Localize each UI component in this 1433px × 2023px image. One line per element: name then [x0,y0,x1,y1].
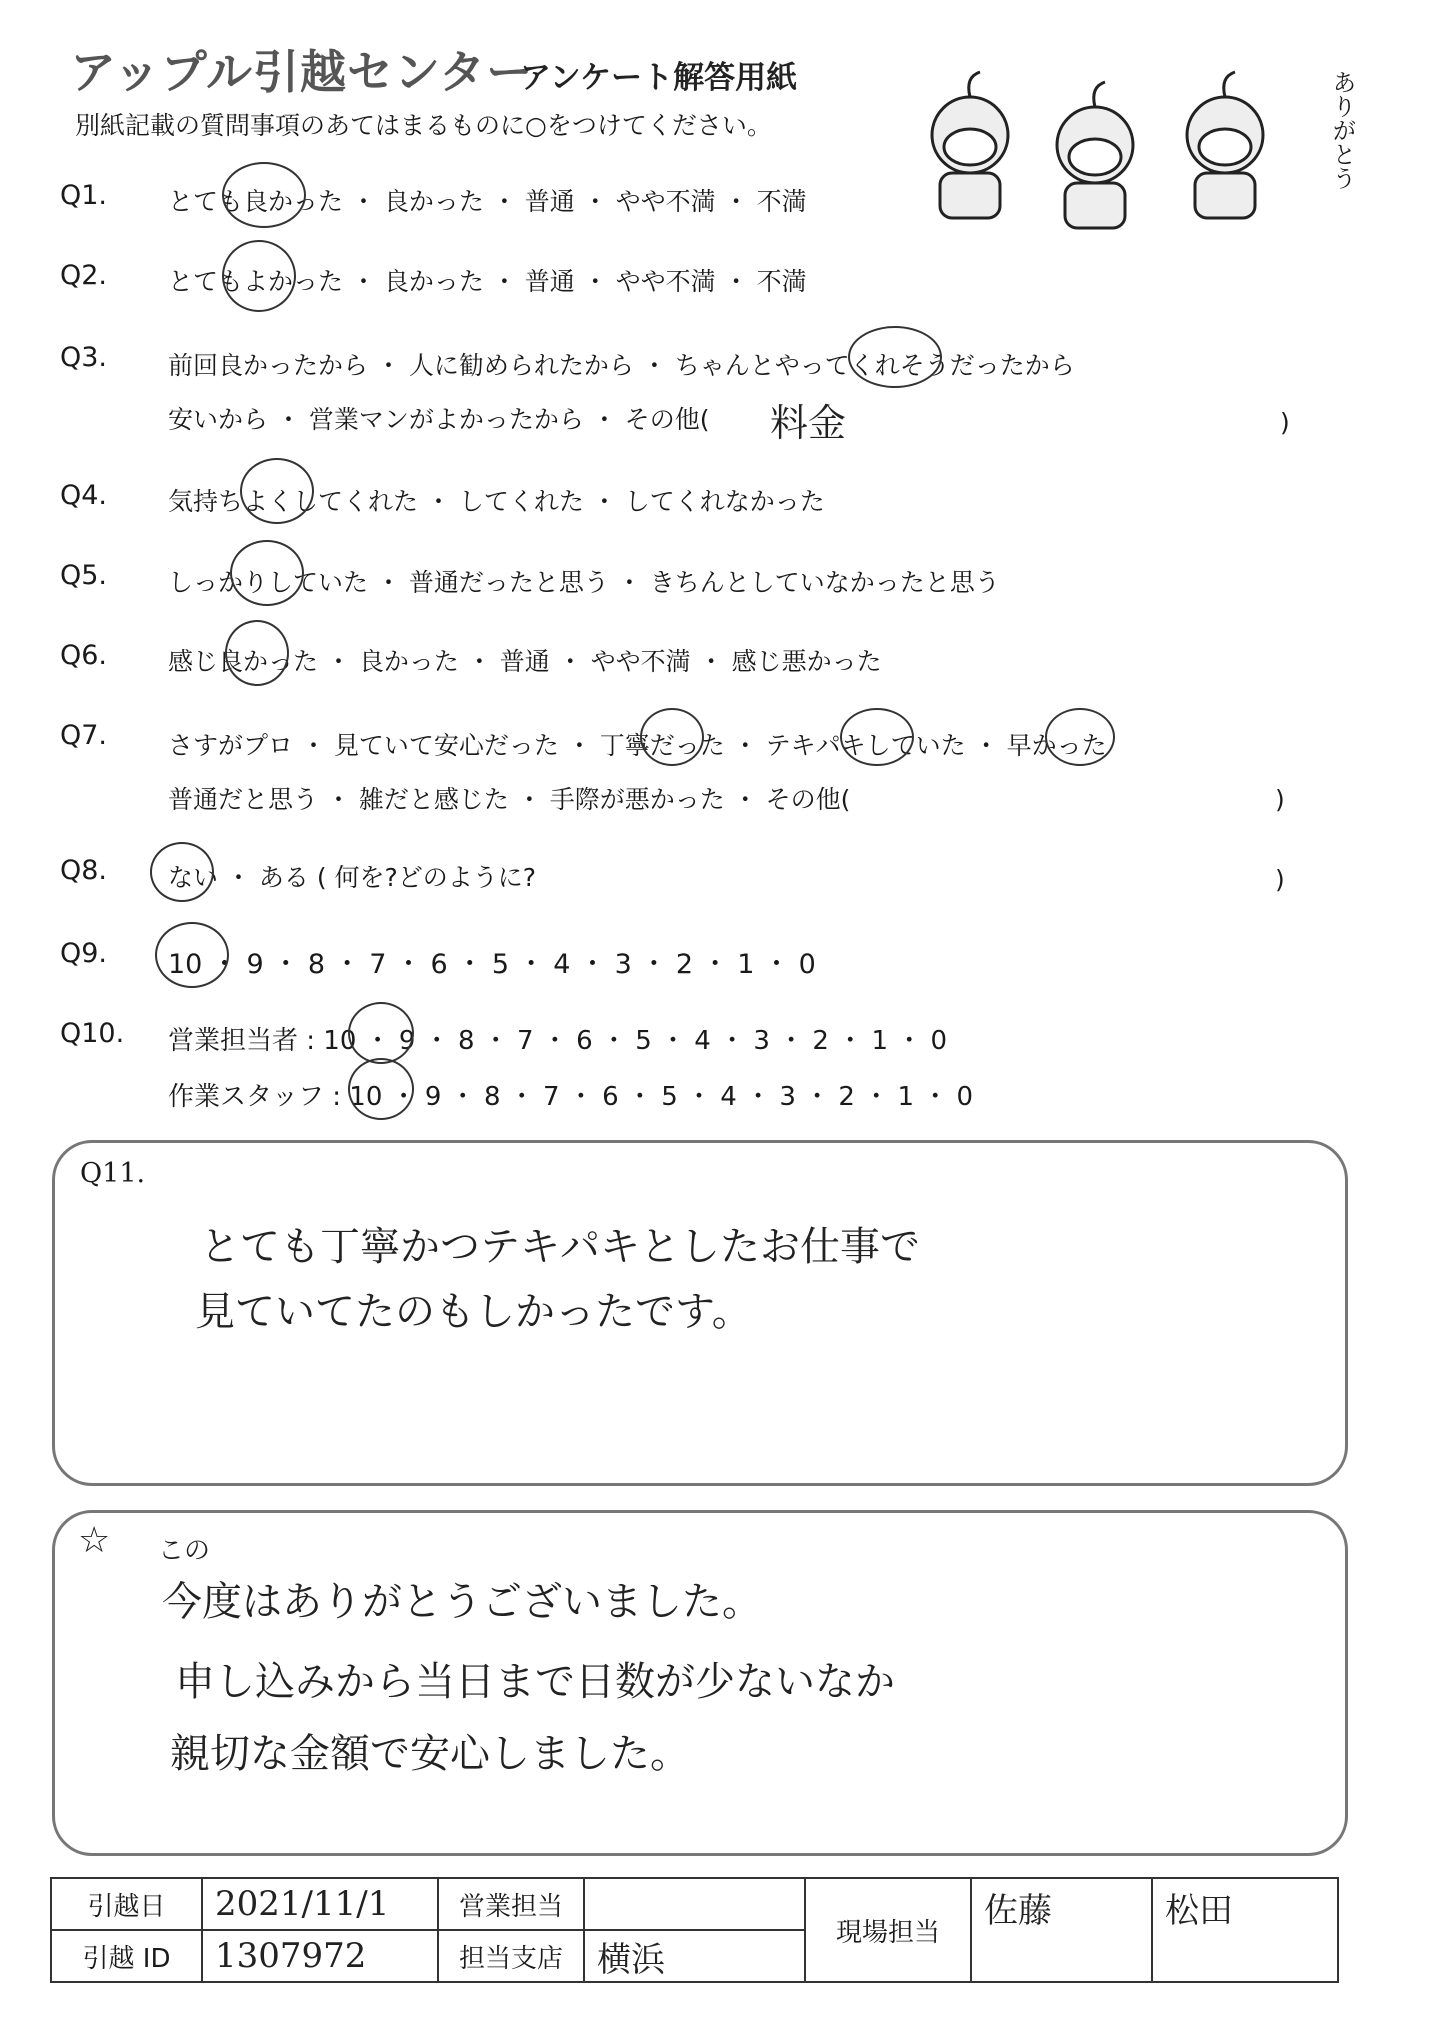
branch-value: 横浜 [584,1930,805,1982]
site-staff-label: 現場担当 [805,1878,971,1982]
q8-options: ない ・ ある ( 何を?どのように? [168,863,537,892]
q4-options: 気持ちよくしてくれた ・ してくれた ・ してくれなかった [168,487,825,516]
q3-other-answer: 料金 [770,401,847,445]
comment-line2: 申し込みから当日まで日数が少ないなか [175,1659,895,1705]
q11-answer-line2: 見ていてたのもしかったです。 [195,1289,752,1335]
q7-options-line2: 普通だと思う ・ 雑だと感じた ・ 手際が悪かった ・ その他( [168,785,851,814]
instruction-text: 別紙記載の質問事項のあてはまるものに○をつけてください。 [75,111,772,140]
star-icon: ☆ [78,1520,111,1561]
q2-answer-mark [222,240,296,312]
q3-options-line2: 安いから ・ 営業マンがよかったから ・ その他( [168,405,710,434]
mascot-thanks-text: ありがとう [1328,70,1356,190]
q7-answer-mark-3 [1045,708,1115,766]
q7-options-line1: さすがプロ ・ 見ていて安心だった ・ 丁寧だった ・ テキパキしていた ・ 早かった [168,731,1107,760]
q5-answer-mark [230,540,304,606]
q3-answer-mark [848,326,942,388]
q11-label: Q11. [80,1158,146,1189]
move-date-label: 引越日 [51,1878,202,1930]
q5-options: しっかりしていた ・ 普通だったと思う ・ きちんとしていなかったと思う [168,568,1000,597]
move-date-value: 2021/11/1 [202,1878,438,1930]
form-subtitle: アンケート解答用紙 [520,60,798,96]
q11-answer-line1: とても丁寧かつテキパキとしたお仕事で [200,1224,920,1270]
site-staff-1: 佐藤 [971,1878,1152,1982]
q7-label: Q7. [60,720,108,751]
q10-sales-answer-mark [348,1002,414,1064]
sales-rep-label: 営業担当 [438,1878,584,1930]
q4-label: Q4. [60,480,108,511]
branch-label: 担当支店 [438,1930,584,1982]
q10-staff-answer-mark [348,1058,414,1120]
move-id-value: 1307972 [202,1930,438,1982]
q7-answer-mark-2 [840,708,914,766]
q9-label: Q9. [60,938,108,969]
comment-line3: 親切な金額で安心しました。 [170,1731,690,1777]
q6-options: 感じ良かった ・ 良かった ・ 普通 ・ やや不満 ・ 感じ悪かった [168,647,882,676]
comment-line1: 今度はありがとうございました。 [162,1579,762,1625]
q9-scale: 10 ・ 9 ・ 8 ・ 7 ・ 6 ・ 5 ・ 4 ・ 3 ・ 2 ・ 1 ・ 0 [168,949,816,980]
q2-label: Q2. [60,260,108,291]
comment-insert-note: この [158,1536,211,1566]
q3-options-line1: 前回良かったから ・ 人に勧められたから ・ ちゃんとやってくれそうだったから [168,351,1075,380]
q10-staff-scale: 作業スタッフ : 10 ・ 9 ・ 8 ・ 7 ・ 6 ・ 5 ・ 4 ・ 3 ・ 2 ・ 1 ・ 0 [168,1082,974,1112]
q1-label: Q1. [60,180,108,211]
q3-label: Q3. [60,342,108,373]
q9-answer-mark [155,922,229,988]
q10-sales-scale: 営業担当者 : 10 ・ 9 ・ 8 ・ 7 ・ 6 ・ 5 ・ 4 ・ 3 ・ 2 ・ 1 ・ 0 [168,1026,948,1056]
q8-answer-mark [150,842,214,902]
q2-options: とてもよかった ・ 良かった ・ 普通 ・ やや不満 ・ 不満 [168,267,807,296]
q7-answer-mark-1 [640,708,704,766]
q3-close-paren: ) [1280,408,1290,437]
q8-close-paren: ) [1275,865,1285,894]
sales-rep-value [584,1878,805,1930]
move-id-label: 引越 ID [51,1930,202,1982]
q5-label: Q5. [60,560,108,591]
q6-answer-mark [225,620,289,686]
q1-answer-mark [222,162,306,228]
q7-close-paren: ) [1275,785,1285,814]
q10-label: Q10. [60,1018,125,1049]
company-title: アップル引越センター [70,45,534,99]
move-info-table [50,1877,1339,1983]
site-staff-2: 松田 [1152,1878,1338,1982]
q4-answer-mark [240,458,314,524]
q6-label: Q6. [60,640,108,671]
q8-label: Q8. [60,855,108,886]
q1-options: とても良かった ・ 良かった ・ 普通 ・ やや不満 ・ 不満 [168,187,807,216]
